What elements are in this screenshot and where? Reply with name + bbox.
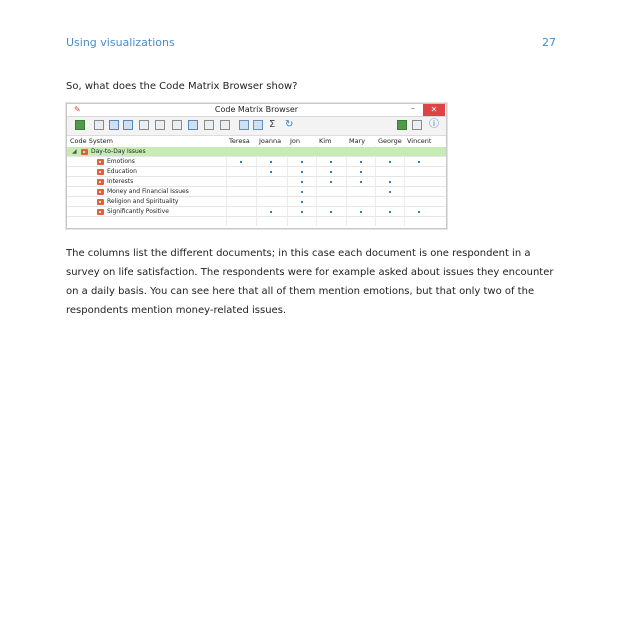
code-tag-icon (97, 179, 104, 185)
matrix-cell-mark[interactable] (301, 191, 303, 193)
page-number: 27 (542, 36, 556, 49)
matrix-cell-mark[interactable] (360, 171, 362, 173)
forward-icon[interactable] (412, 120, 422, 130)
matrix-row[interactable] (67, 177, 446, 187)
section-title: Using visualizations (66, 36, 175, 49)
close-button[interactable]: ✕ (423, 104, 445, 116)
matrix-cell-mark[interactable] (330, 171, 332, 173)
code-label: Education (107, 168, 137, 175)
matrix-cell-mark[interactable] (270, 211, 272, 213)
color-icon[interactable] (139, 120, 149, 130)
code-matrix (67, 136, 446, 228)
matrix-cell-mark[interactable] (418, 161, 420, 163)
column-header-teresa[interactable]: Teresa (229, 137, 250, 145)
refresh-icon[interactable]: ↻ (285, 119, 294, 130)
matrix-cell-mark[interactable] (330, 211, 332, 213)
code-tag-icon (97, 169, 104, 175)
code-label: Religion and Spirituality (107, 198, 179, 205)
code-tag-icon (97, 159, 104, 165)
column-header-joanna[interactable]: Joanna (259, 137, 282, 145)
matrix-cell-mark[interactable] (330, 161, 332, 163)
expand-triangle-icon[interactable]: ◢ (72, 148, 77, 155)
toolbar (67, 117, 446, 136)
label-icon[interactable] (204, 120, 214, 130)
matrix-cell-mark[interactable] (240, 161, 242, 163)
sum-icon[interactable]: Σ (269, 119, 276, 130)
code-matrix-browser-screenshot (66, 103, 447, 229)
info-icon[interactable]: ⓘ (429, 119, 439, 130)
matrix-cell-mark[interactable] (360, 211, 362, 213)
body-paragraph: The columns list the different documents; in this case each document is one respondent in a survey on life satisfaction. The respondents were for example asked about issues they encounter on a daily basis. You can see here that all of them mention emotions, but that only two of the respondents mention money-related issues. (66, 248, 554, 316)
matrix-row[interactable] (67, 157, 446, 167)
code-label: Emotions (107, 158, 135, 165)
pin-icon[interactable]: ✎ (74, 105, 81, 114)
column-header-jon[interactable]: Jon (290, 137, 301, 145)
matrix-cell-mark[interactable] (270, 171, 272, 173)
matrix-cell-mark[interactable] (389, 181, 391, 183)
sort-icon[interactable] (220, 120, 230, 130)
grid-icon[interactable] (188, 120, 198, 130)
matrix-row[interactable] (67, 167, 446, 177)
row-icon[interactable] (172, 120, 182, 130)
matrix-cell-mark[interactable] (360, 181, 362, 183)
code-label: Money and Financial Issues (107, 188, 189, 195)
code-label: Interests (107, 178, 134, 185)
column-icon[interactable] (155, 120, 165, 130)
code-system-header: Code System (70, 137, 113, 145)
code-tag-icon (81, 149, 88, 155)
matrix-row[interactable] (67, 187, 446, 197)
column-header-george[interactable]: George (378, 137, 402, 145)
column-header-mary[interactable]: Mary (349, 137, 366, 145)
question-text: So, what does the Code Matrix Browser show? (66, 81, 298, 92)
nodes-view-icon[interactable] (94, 120, 104, 130)
code-tag-icon (97, 189, 104, 195)
matrix-row[interactable] (67, 207, 446, 217)
matrix-cell-mark[interactable] (301, 161, 303, 163)
matrix-cell-mark[interactable] (301, 211, 303, 213)
matrix-cell-mark[interactable] (301, 201, 303, 203)
matrix-cell-mark[interactable] (360, 161, 362, 163)
matrix-cell-mark[interactable] (270, 161, 272, 163)
code-tag-icon (97, 199, 104, 205)
matrix-cell-mark[interactable] (389, 191, 391, 193)
code-label: Day-to-Day Issues (91, 148, 146, 155)
column-header-vincent[interactable]: Vincent (407, 137, 432, 145)
document-set-icon[interactable] (253, 120, 263, 130)
minimize-button[interactable]: – (411, 104, 415, 113)
matrix-row[interactable] (67, 197, 446, 207)
code-label: Significantly Positive (107, 208, 169, 215)
matrix-cell-mark[interactable] (389, 211, 391, 213)
circles-view-icon[interactable] (123, 120, 133, 130)
window-title: Code Matrix Browser (214, 105, 299, 114)
matrix-cell-mark[interactable] (330, 181, 332, 183)
code-tag-icon (97, 209, 104, 215)
column-header-kim[interactable]: Kim (319, 137, 332, 145)
matrix-cell-mark[interactable] (301, 171, 303, 173)
document-icon[interactable] (239, 120, 249, 130)
matrix-row[interactable] (67, 147, 446, 157)
window-titlebar (67, 104, 446, 117)
export-icon[interactable] (397, 120, 407, 130)
running-header (66, 36, 556, 54)
matrix-cell-mark[interactable] (389, 161, 391, 163)
export-excel-icon[interactable] (75, 120, 85, 130)
matrix-cell-mark[interactable] (418, 211, 420, 213)
matrix-cell-mark[interactable] (301, 181, 303, 183)
squares-view-icon[interactable] (109, 120, 119, 130)
